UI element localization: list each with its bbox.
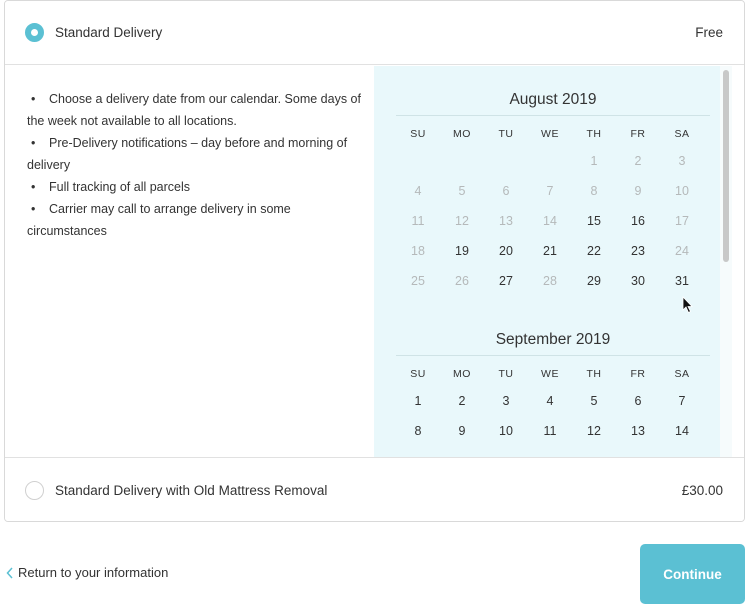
- calendar-day[interactable]: 27: [499, 274, 513, 288]
- chevron-left-icon: [6, 567, 14, 579]
- calendar-day[interactable]: 13: [631, 424, 645, 438]
- month-title: September 2019: [396, 324, 710, 356]
- calendar-day: 3: [678, 154, 686, 168]
- calendar-day: 28: [543, 274, 557, 288]
- standard-delivery-details: [5, 66, 744, 457]
- option-price: £30.00: [681, 483, 723, 498]
- calendar-day: 12: [455, 214, 469, 228]
- calendar-day[interactable]: 29: [587, 274, 601, 288]
- calendar-day: 24: [675, 244, 689, 258]
- calendar-week-row: [396, 236, 710, 266]
- calendar-day[interactable]: 5: [590, 394, 598, 408]
- calendar-day: 18: [411, 244, 425, 258]
- calendar-week-row: [396, 386, 710, 416]
- month-title: August 2019: [396, 84, 710, 116]
- feature-item: • Choose a delivery date from our calendar. Some days of the week not available to all locations.: [27, 88, 362, 132]
- calendar-day: 7: [546, 184, 554, 198]
- calendar-day[interactable]: 8: [414, 424, 422, 438]
- shipping-option-mattress-removal[interactable]: [5, 457, 744, 522]
- feature-item: • Full tracking of all parcels: [27, 176, 362, 198]
- calendar-day: 8: [590, 184, 598, 198]
- feature-list: [5, 66, 374, 457]
- option-label: Standard Delivery: [55, 25, 163, 40]
- calendar-day[interactable]: 19: [455, 244, 469, 258]
- weekday-label: MO: [453, 128, 471, 140]
- calendar-day[interactable]: 16: [631, 214, 645, 228]
- calendar-day: 14: [543, 214, 557, 228]
- calendar-day[interactable]: 20: [499, 244, 513, 258]
- weekday-header: [396, 128, 710, 146]
- weekday-label: SA: [674, 368, 690, 380]
- weekday-label: TU: [498, 128, 514, 140]
- calendar-day: 26: [455, 274, 469, 288]
- calendar-day[interactable]: 23: [631, 244, 645, 258]
- weekday-label: FR: [630, 128, 646, 140]
- return-to-information-link[interactable]: [6, 565, 168, 580]
- calendar-weeks: [396, 146, 710, 296]
- calendar-week-row: [396, 146, 710, 176]
- calendar-day[interactable]: 7: [678, 394, 686, 408]
- calendar-day: 17: [675, 214, 689, 228]
- calendar-day[interactable]: 11: [543, 424, 557, 438]
- calendar-day: 1: [590, 154, 598, 168]
- calendar-day: 9: [634, 184, 642, 198]
- feature-item: • Pre-Delivery notifications – day before and morning of delivery: [27, 132, 362, 176]
- calendar-day: 25: [411, 274, 425, 288]
- radio-mattress-removal[interactable]: [25, 481, 44, 500]
- calendar-day[interactable]: 22: [587, 244, 601, 258]
- option-label: Standard Delivery with Old Mattress Removal: [55, 483, 328, 498]
- weekday-label: WE: [541, 368, 559, 380]
- calendar-month-september: [396, 324, 710, 446]
- calendar-day: 10: [675, 184, 689, 198]
- feature-item: • Carrier may call to arrange delivery in some circumstances: [27, 198, 362, 242]
- calendar-day[interactable]: 1: [414, 394, 422, 408]
- weekday-label: TU: [498, 368, 514, 380]
- return-link-label: Return to your information: [18, 565, 169, 580]
- calendar-day[interactable]: 30: [631, 274, 645, 288]
- weekday-label: TH: [586, 368, 602, 380]
- calendar-day[interactable]: 12: [587, 424, 601, 438]
- weekday-label: SU: [410, 368, 426, 380]
- calendar-week-row: [396, 176, 710, 206]
- continue-button[interactable]: Continue: [640, 544, 745, 604]
- calendar-week-row: [396, 416, 710, 446]
- calendar-day[interactable]: 9: [458, 424, 466, 438]
- calendar-day[interactable]: 14: [675, 424, 689, 438]
- calendar-day[interactable]: 21: [543, 244, 557, 258]
- calendar-day: 13: [499, 214, 513, 228]
- calendar-scrollbar[interactable]: [720, 66, 732, 457]
- mouse-pointer-icon: [682, 296, 694, 314]
- scrollbar-thumb[interactable]: [723, 70, 729, 262]
- weekday-label: FR: [630, 368, 646, 380]
- calendar-day[interactable]: 2: [458, 394, 466, 408]
- calendar-day[interactable]: 10: [499, 424, 513, 438]
- weekday-header: [396, 368, 710, 386]
- weekday-label: TH: [586, 128, 602, 140]
- calendar-day: 5: [458, 184, 466, 198]
- calendar-day: 11: [411, 214, 425, 228]
- radio-standard-delivery[interactable]: [25, 23, 44, 42]
- calendar-day: 6: [502, 184, 510, 198]
- calendar-week-row: [396, 206, 710, 236]
- calendar-day[interactable]: 6: [634, 394, 642, 408]
- shipping-option-standard[interactable]: [5, 1, 744, 65]
- calendar-weeks: [396, 386, 710, 446]
- calendar-month-august: [396, 84, 710, 296]
- delivery-date-calendar[interactable]: [374, 66, 732, 457]
- calendar-day: 2: [634, 154, 642, 168]
- calendar-week-row: [396, 266, 710, 296]
- calendar-day[interactable]: 4: [546, 394, 554, 408]
- weekday-label: SU: [410, 128, 426, 140]
- calendar-day[interactable]: 15: [587, 214, 601, 228]
- calendar-day[interactable]: 31: [675, 274, 689, 288]
- weekday-label: SA: [674, 128, 690, 140]
- weekday-label: MO: [453, 368, 471, 380]
- weekday-label: WE: [541, 128, 559, 140]
- calendar-day[interactable]: 3: [502, 394, 510, 408]
- option-price: Free: [695, 25, 723, 40]
- shipping-method-panel: [4, 0, 745, 522]
- calendar-day: 4: [414, 184, 422, 198]
